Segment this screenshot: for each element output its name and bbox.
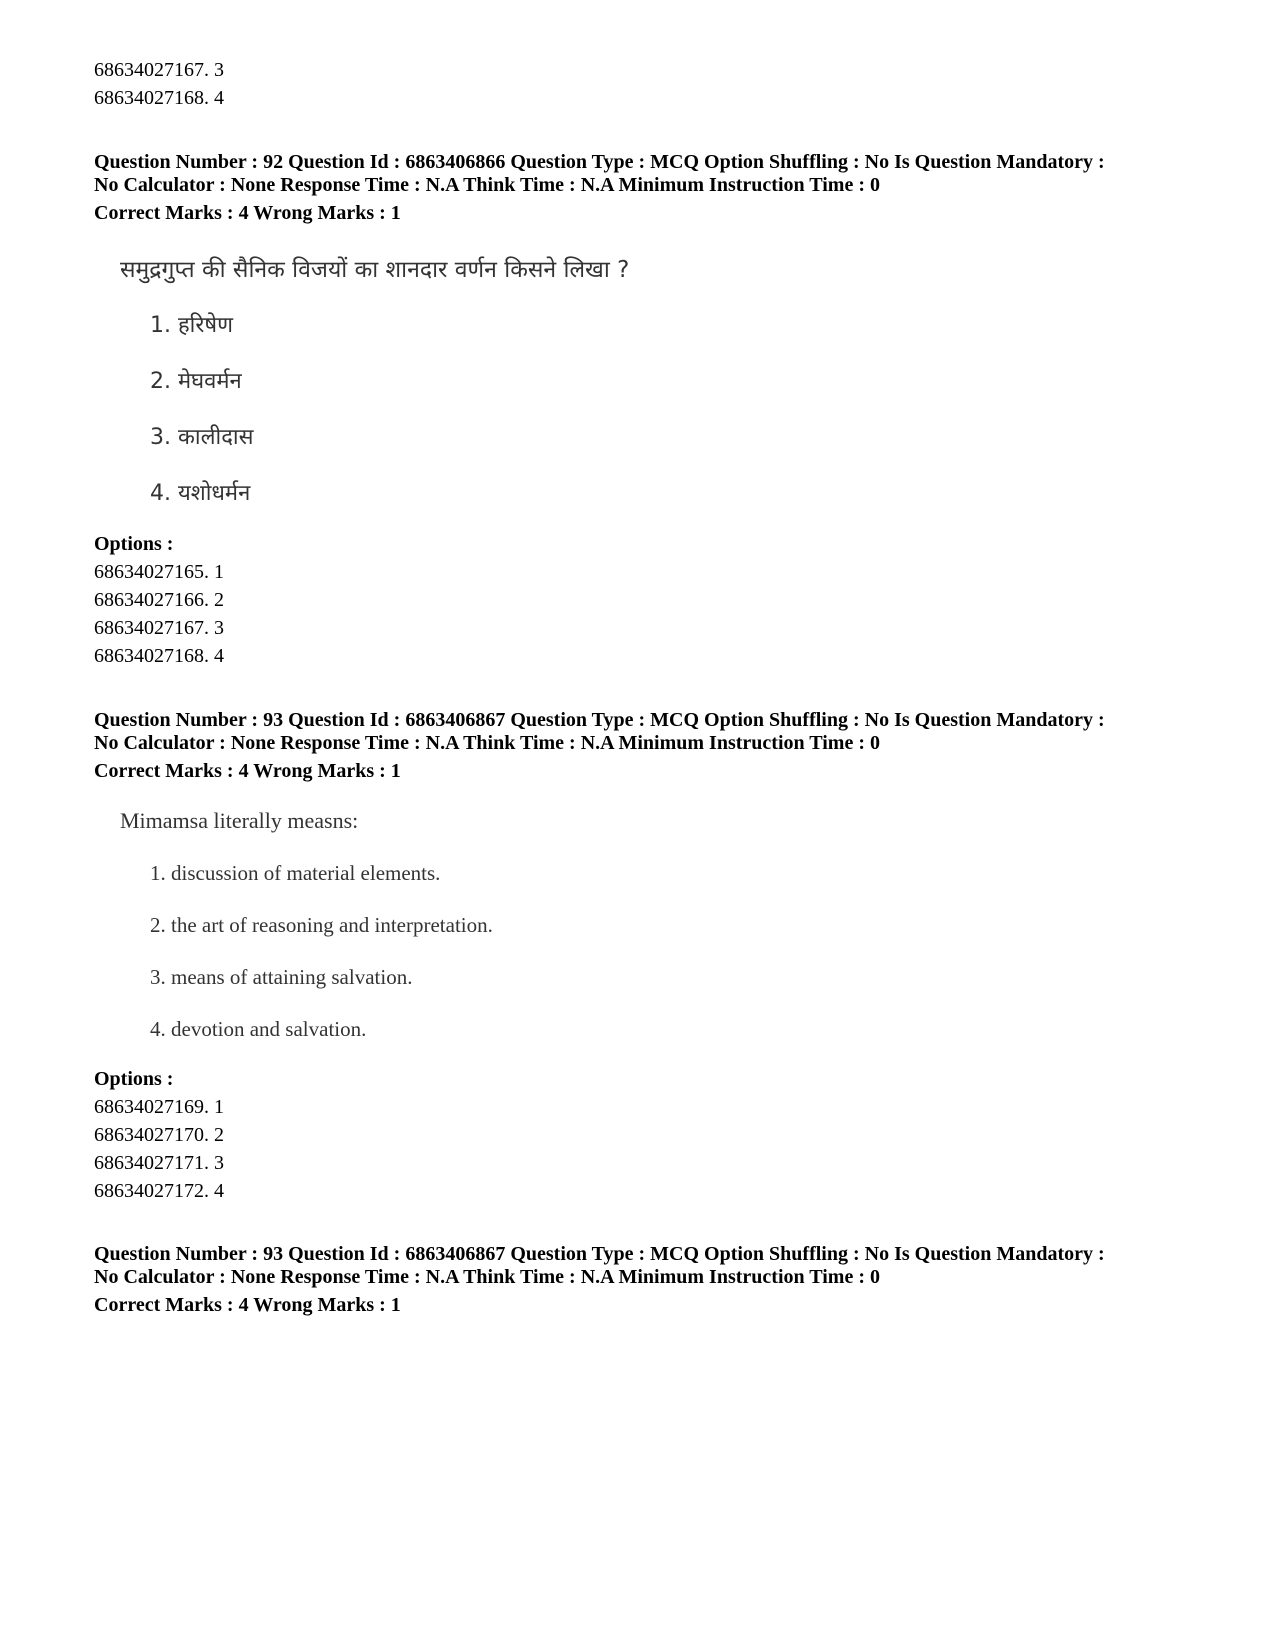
question-meta: No Calculator : None Response Time : N.A Think Time : N.A Minimum Instruction Time : 0 [94,732,880,754]
question-text: समुद्रगुप्त की सैनिक विजयों का शानदार वर्णन किसने लिखा ? [120,257,630,283]
answer-choice: 3. means of attaining salvation. [150,965,413,989]
answer-choice: 2. the art of reasoning and interpretation. [150,913,493,937]
question-meta: Question Number : 93 Question Id : 6863406867 Question Type : MCQ Option Shuffling : No Is Question Mandatory : [94,709,1105,731]
question-meta: Question Number : 93 Question Id : 6863406867 Question Type : MCQ Option Shuffling : No Is Question Mandatory : [94,1243,1105,1265]
question-text: Mimamsa literally measns: [120,808,359,833]
options-label: Options : [94,1068,174,1090]
option-line: 68634027165. 1 [94,561,224,583]
question-meta: No Calculator : None Response Time : N.A Think Time : N.A Minimum Instruction Time : 0 [94,174,880,196]
answer-choice: 2. मेघवर्मन [150,369,242,394]
option-line: 68634027172. 4 [94,1180,224,1202]
option-line: 68634027168. 4 [94,87,224,109]
option-line: 68634027171. 3 [94,1152,224,1174]
question-meta: Question Number : 92 Question Id : 6863406866 Question Type : MCQ Option Shuffling : No Is Question Mandatory : [94,151,1105,173]
question-marks: Correct Marks : 4 Wrong Marks : 1 [94,202,401,224]
question-marks: Correct Marks : 4 Wrong Marks : 1 [94,1294,401,1316]
question-marks: Correct Marks : 4 Wrong Marks : 1 [94,760,401,782]
option-line: 68634027167. 3 [94,59,224,81]
options-label: Options : [94,533,174,555]
answer-choice: 1. हरिषेण [150,313,233,338]
answer-choice: 1. discussion of material elements. [150,861,441,885]
answer-choice: 3. कालीदास [150,425,254,450]
option-line: 68634027167. 3 [94,617,224,639]
option-line: 68634027169. 1 [94,1096,224,1118]
option-line: 68634027170. 2 [94,1124,224,1146]
option-line: 68634027168. 4 [94,645,224,667]
option-line: 68634027166. 2 [94,589,224,611]
answer-choice: 4. devotion and salvation. [150,1017,367,1041]
answer-choice: 4. यशोधर्मन [150,481,251,506]
question-meta: No Calculator : None Response Time : N.A Think Time : N.A Minimum Instruction Time : 0 [94,1266,880,1288]
